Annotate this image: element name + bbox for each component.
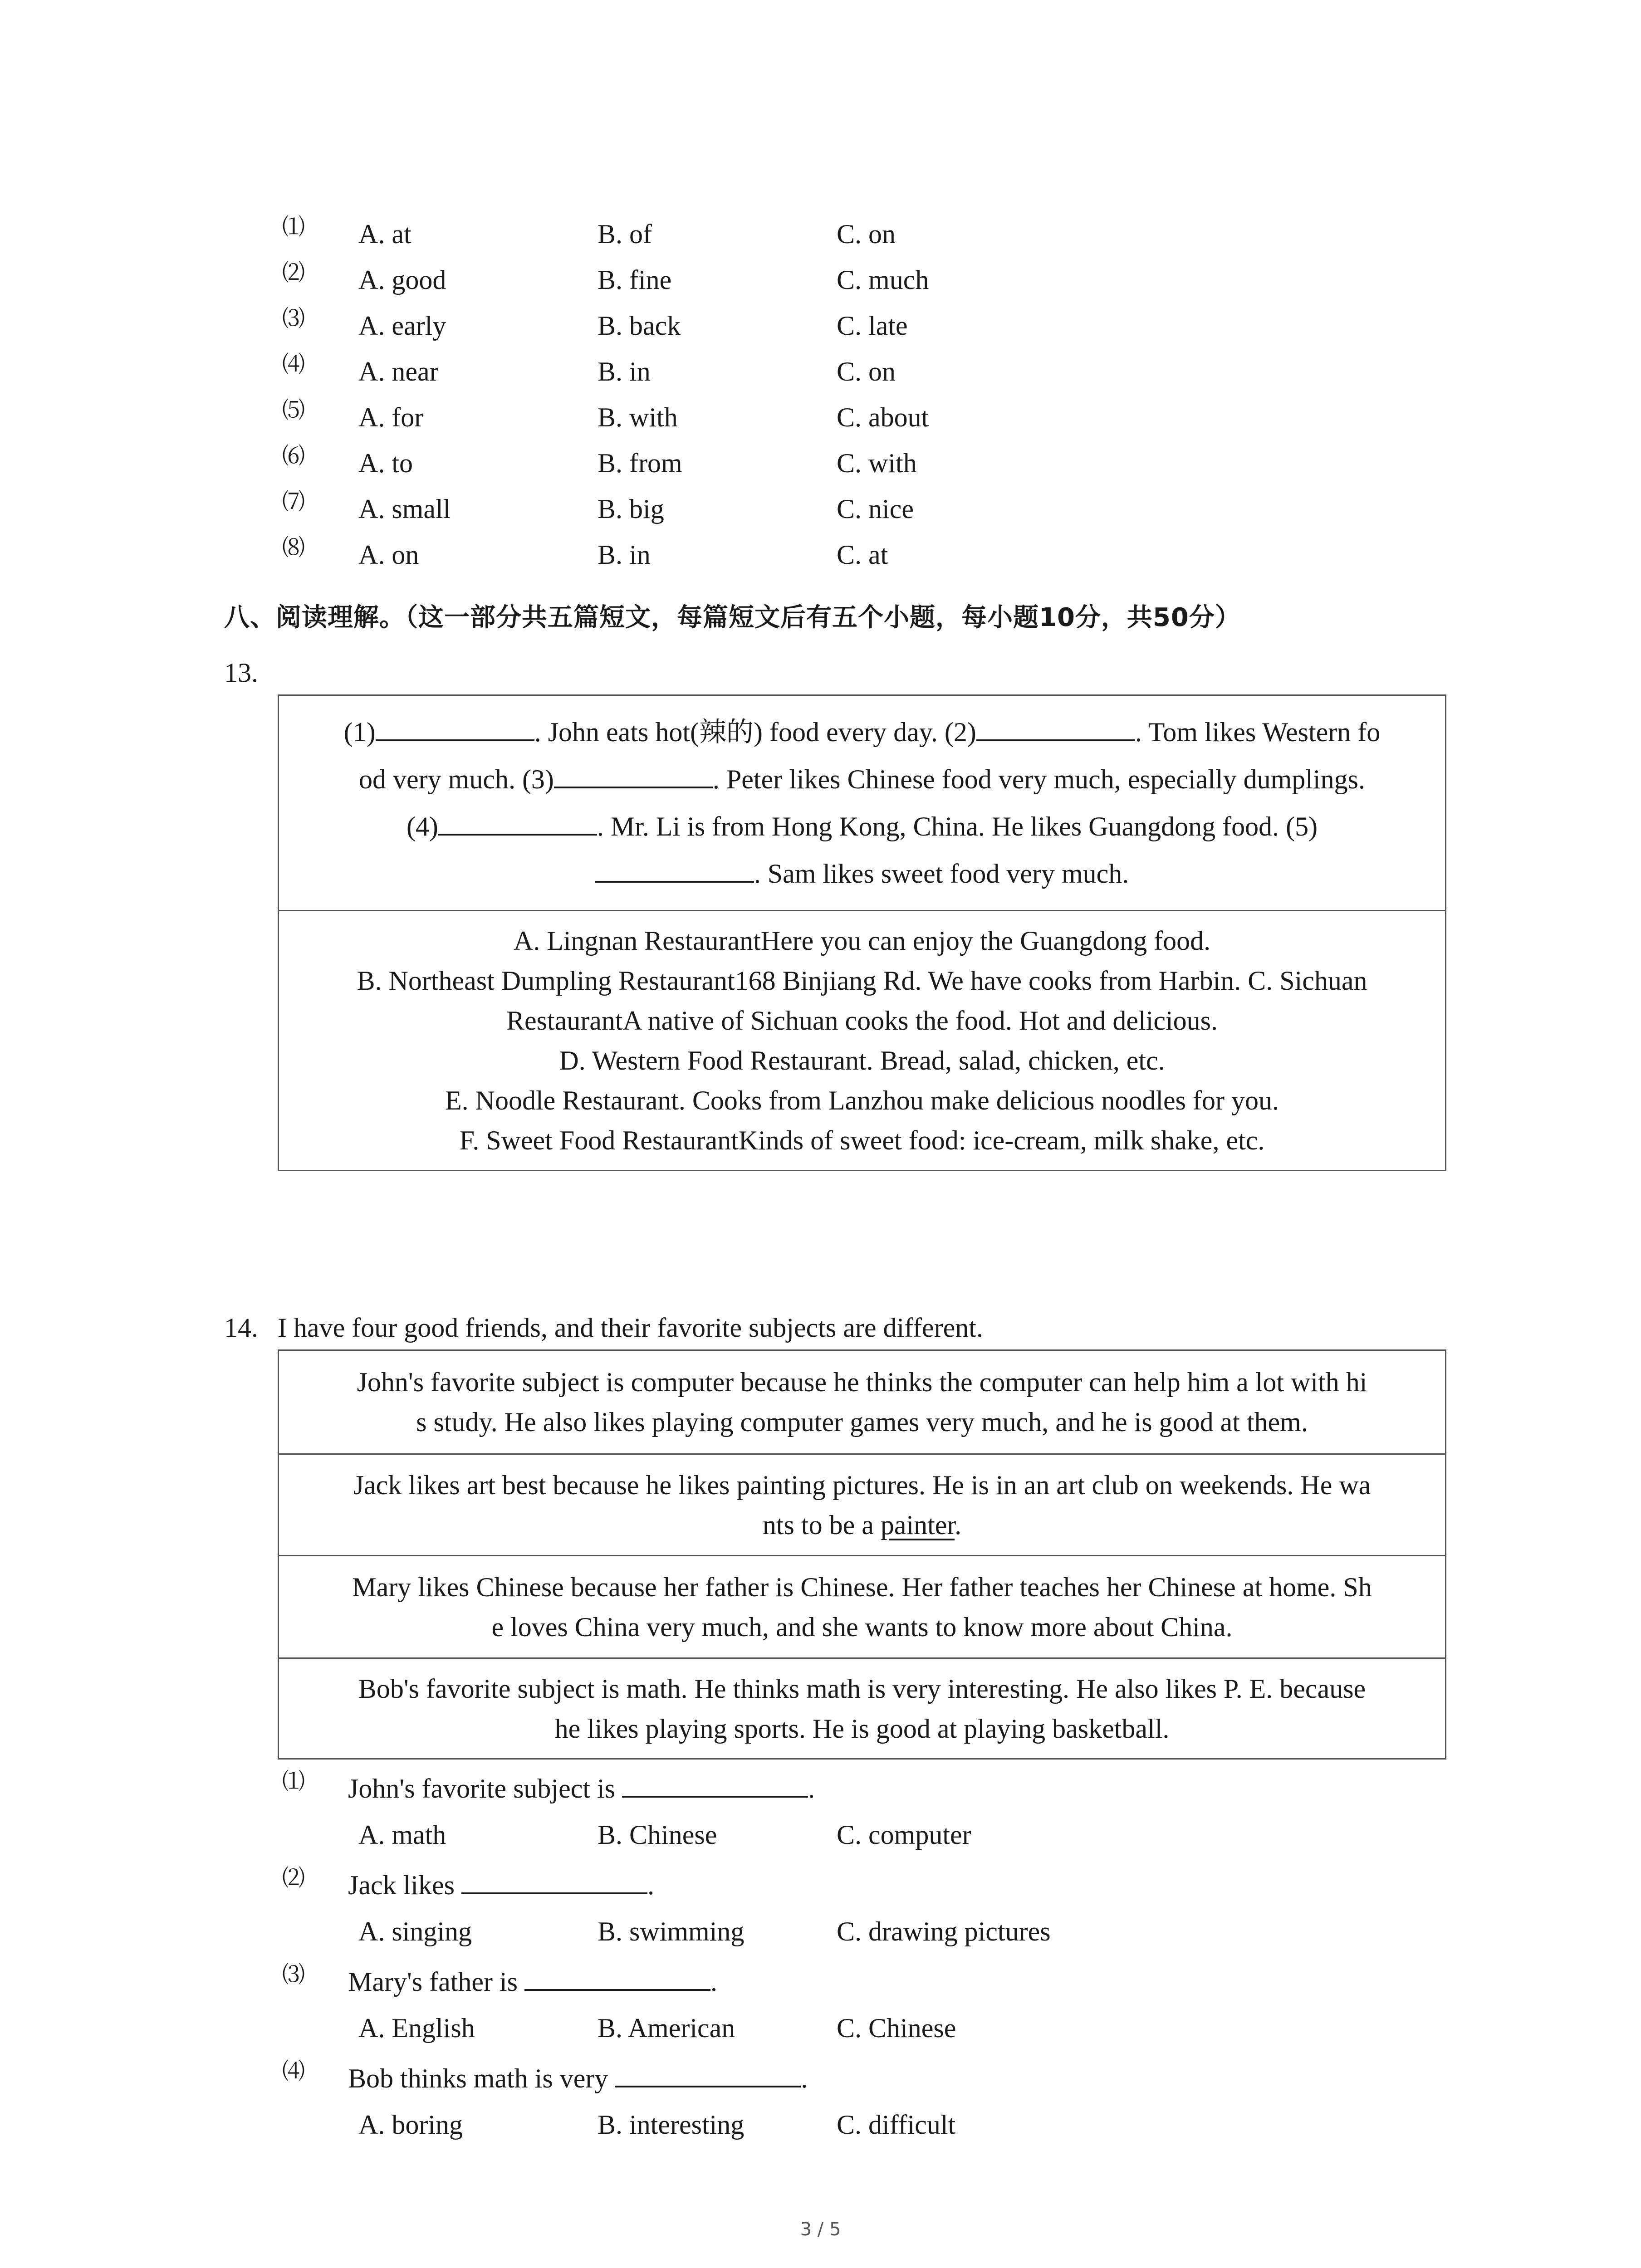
q13-label-1: (1) bbox=[343, 717, 376, 747]
option-c: C. on bbox=[837, 219, 896, 249]
answer-blank[interactable] bbox=[622, 1769, 808, 1798]
answer-blank-2[interactable] bbox=[976, 712, 1135, 741]
item-number: ⑵ bbox=[282, 259, 305, 286]
passage-mary bbox=[279, 1555, 1445, 1657]
option-b: B. in bbox=[598, 357, 651, 386]
question-13-number: 13. bbox=[224, 658, 258, 688]
q13-line-2 bbox=[279, 756, 1445, 803]
option-a: A. to bbox=[358, 448, 413, 478]
passage-bob bbox=[279, 1657, 1445, 1758]
item-number: ⑺ bbox=[282, 489, 305, 515]
answer-blank-4[interactable] bbox=[438, 807, 597, 836]
item-number: ⑵ bbox=[282, 1865, 305, 1891]
option-b[interactable]: B. swimming bbox=[598, 1916, 745, 1946]
q13-text: . Tom likes Western fo bbox=[1135, 717, 1381, 747]
option-c[interactable]: C. drawing pictures bbox=[837, 1916, 1051, 1946]
option-b: B. from bbox=[598, 448, 682, 478]
passage-line bbox=[279, 1505, 1445, 1545]
option-b[interactable]: B. American bbox=[598, 2013, 735, 2043]
passage-jack bbox=[279, 1453, 1445, 1555]
option-a: A. near bbox=[358, 357, 439, 386]
passage-text: . bbox=[955, 1510, 962, 1540]
option-a[interactable]: A. English bbox=[358, 2013, 475, 2043]
question-end: . bbox=[808, 1774, 815, 1804]
answer-blank[interactable] bbox=[615, 2058, 801, 2087]
passage-text: nts to be a bbox=[762, 1510, 881, 1540]
q13-options-cell bbox=[279, 910, 1445, 1170]
option-a: A. on bbox=[358, 540, 419, 570]
question-end: . bbox=[710, 1967, 718, 1997]
passage-john bbox=[279, 1351, 1445, 1453]
item-number: ⑹ bbox=[282, 443, 305, 469]
q13-passage-cell bbox=[279, 696, 1445, 910]
q13-text: . Peter likes Chinese food very much, especially dumplings. bbox=[712, 764, 1365, 794]
answer-blank-5[interactable] bbox=[595, 854, 754, 883]
q13-text: . John eats hot(辣的) food every day. (2) bbox=[534, 717, 976, 747]
item-number: ⑸ bbox=[282, 397, 305, 423]
option-b: B. in bbox=[598, 540, 651, 570]
option-b[interactable]: B. interesting bbox=[598, 2110, 745, 2140]
q13-line-1 bbox=[279, 709, 1445, 756]
q13-line-3 bbox=[279, 803, 1445, 850]
option-c: C. about bbox=[837, 402, 929, 432]
question-14-number: 14. bbox=[224, 1313, 258, 1343]
option-c: C. late bbox=[837, 311, 908, 341]
question-14-intro: I have four good friends, and their favorite subjects are different. bbox=[278, 1313, 983, 1343]
item-number: ⑻ bbox=[282, 534, 305, 561]
question-stem: Jack likes bbox=[348, 1870, 461, 1900]
q13-text: . Mr. Li is from Hong Kong, China. He likes Guangdong food. (5) bbox=[597, 811, 1318, 841]
item-number: ⑷ bbox=[282, 351, 305, 377]
option-c: C. on bbox=[837, 357, 896, 386]
q13-text: . Sam likes sweet food very much. bbox=[754, 859, 1129, 889]
option-b: B. of bbox=[598, 219, 652, 249]
restaurant-option-b: B. Northeast Dumpling Restaurant168 Binjiang Rd. We have cooks from Harbin. C. Sichuan bbox=[357, 966, 1367, 996]
page-number: 3 / 5 bbox=[800, 2219, 841, 2240]
item-number: ⑴ bbox=[282, 1768, 305, 1794]
q14-passages-table bbox=[278, 1349, 1446, 1760]
option-c: C. with bbox=[837, 448, 917, 478]
option-a: A. for bbox=[358, 402, 424, 432]
underlined-word: painter bbox=[880, 1510, 955, 1540]
passage-line: he likes playing sports. He is good at playing basketball. bbox=[554, 1713, 1170, 1744]
option-c[interactable]: C. difficult bbox=[837, 2110, 956, 2140]
restaurant-option-d: D. Western Food Restaurant. Bread, salad, chicken, etc. bbox=[559, 1046, 1165, 1075]
q13-label-4: (4) bbox=[406, 811, 438, 841]
option-c[interactable]: C. computer bbox=[837, 1820, 971, 1850]
option-a: A. good bbox=[358, 265, 446, 295]
item-number: ⑷ bbox=[282, 2058, 305, 2084]
option-c: C. much bbox=[837, 265, 929, 295]
option-b: B. big bbox=[598, 494, 664, 524]
answer-blank-3[interactable] bbox=[554, 759, 713, 788]
passage-line: Mary likes Chinese because her father is Chinese. Her father teaches her Chinese at home. Sh bbox=[352, 1572, 1372, 1602]
passage-line: e loves China very much, and she wants to know more about China. bbox=[491, 1612, 1233, 1642]
item-number: ⑶ bbox=[282, 305, 305, 332]
answer-blank-1[interactable] bbox=[376, 712, 534, 741]
option-b: B. back bbox=[598, 311, 681, 341]
restaurant-option-e: E. Noodle Restaurant. Cooks from Lanzhou make delicious noodles for you. bbox=[445, 1085, 1279, 1115]
option-a[interactable]: A. math bbox=[358, 1820, 446, 1850]
question-end: . bbox=[801, 2063, 808, 2093]
option-a[interactable]: A. singing bbox=[358, 1916, 472, 1946]
passage-line: s study. He also likes playing computer games very much, and he is good at them. bbox=[416, 1407, 1308, 1437]
question-end: . bbox=[647, 1870, 654, 1900]
option-a: A. small bbox=[358, 494, 451, 524]
answer-blank[interactable] bbox=[461, 1865, 647, 1894]
option-a: A. at bbox=[358, 219, 411, 249]
question-stem: Bob thinks math is very bbox=[348, 2063, 615, 2093]
q13-text: od very much. (3) bbox=[359, 764, 554, 794]
restaurant-option-a: A. Lingnan RestaurantHere you can enjoy the Guangdong food. bbox=[513, 926, 1211, 956]
option-c[interactable]: C. Chinese bbox=[837, 2013, 956, 2043]
option-c: C. nice bbox=[837, 494, 914, 524]
question-stem: Mary's father is bbox=[348, 1967, 525, 1997]
option-b: B. with bbox=[598, 402, 678, 432]
option-a[interactable]: A. boring bbox=[358, 2110, 463, 2140]
restaurant-option-c: RestaurantA native of Sichuan cooks the food. Hot and delicious. bbox=[506, 1006, 1218, 1036]
passage-line: Bob's favorite subject is math. He thinks math is very interesting. He also likes P. E. because bbox=[358, 1673, 1366, 1704]
q13-line-4 bbox=[279, 850, 1445, 897]
restaurant-option-f: F. Sweet Food RestaurantKinds of sweet food: ice-cream, milk shake, etc. bbox=[459, 1125, 1265, 1155]
option-a: A. early bbox=[358, 311, 446, 341]
option-b: B. fine bbox=[598, 265, 672, 295]
q13-table bbox=[278, 694, 1446, 1171]
option-b[interactable]: B. Chinese bbox=[598, 1820, 717, 1850]
passage-line: John's favorite subject is computer because he thinks the computer can help him a lot with hi bbox=[357, 1367, 1367, 1397]
item-number: ⑴ bbox=[282, 214, 305, 240]
answer-blank[interactable] bbox=[524, 1962, 710, 1991]
passage-line: Jack likes art best because he likes painting pictures. He is in an art club on weekends. He wa bbox=[353, 1470, 1371, 1500]
question-stem: John's favorite subject is bbox=[348, 1774, 622, 1804]
option-c: C. at bbox=[837, 540, 888, 570]
section-title: 八、阅读理解。（这一部分共五篇短文，每篇短文后有五个小题，每小题10分，共50分） bbox=[224, 603, 1241, 632]
item-number: ⑶ bbox=[282, 1961, 305, 1988]
